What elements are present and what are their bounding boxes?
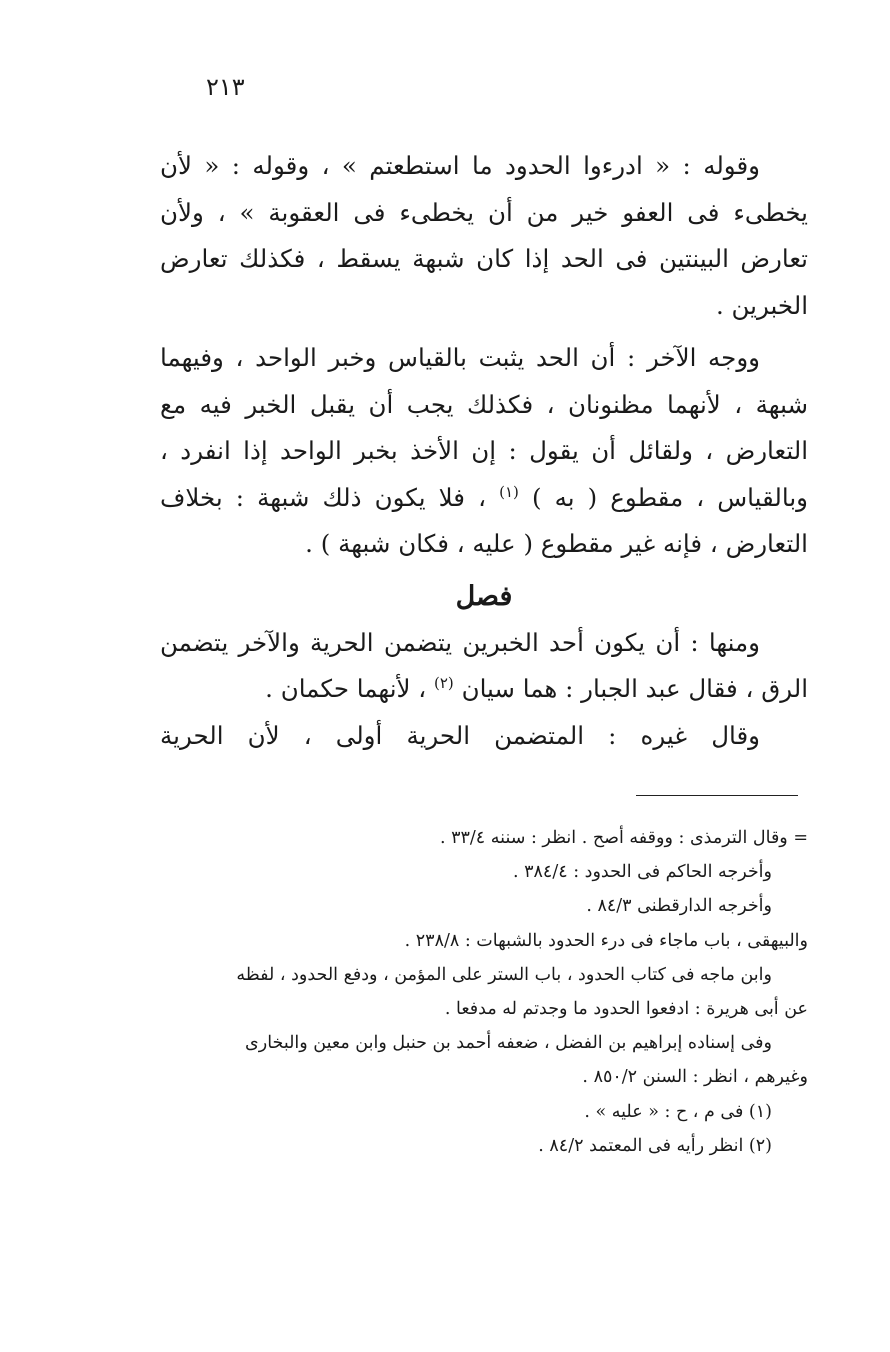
footnote-line: وأخرجه الحاكم فى الحدود : ٣٨٤/٤ . — [512, 862, 772, 883]
paragraph-freedom-slavery-tail: ، لأنهما حكمان . — [265, 674, 427, 703]
paragraph-freedom-slavery — [160, 620, 808, 713]
footnote-line: = وقال الترمذى : ووقفه أصح . انظر : سننه ٣٣/٤ . — [439, 828, 808, 848]
paragraph-freedom-priority: وقال غيره : المتضمن الحرية أولى ، لأن الحرية — [160, 720, 760, 750]
footnote-line: عن أبى هريرة : ادفعوا الحدود ما وجدتم له مدفعا . — [444, 999, 808, 1020]
footnote-separator — [636, 795, 798, 796]
footnote-line: وغيرهم ، انظر : السنن ٨٥٠/٢ . — [582, 1067, 808, 1088]
section-heading: فصل — [455, 580, 513, 612]
footnote-line: والبيهقى ، باب ماجاء فى درء الحدود بالشبهات : ٢٣٨/٨ . — [404, 930, 808, 951]
main-text — [160, 143, 808, 759]
footnote-ref-1: (١) — [499, 482, 519, 501]
footnote-line: وفى إسناده إبراهيم بن الفضل ، ضعفه أحمد بن حنبل وابن معين والبخارى — [245, 1033, 772, 1054]
footnote-line: وأخرجه الدارقطنى ٨٤/٣ . — [586, 896, 772, 917]
paragraph-freedom-slavery-text: ومنها : أن يكون أحد الخبرين يتضمن الحرية والآخر يتضمن الرق ، فقال عبد الجبار : هما سيان — [160, 627, 808, 703]
footnotes — [160, 821, 808, 1163]
paragraph-other-view-text: ووجه الآخر : أن الحد يثبت بالقياس وخبر الواحد ، وفيهما شبهة ، لأنهما مظنونان ، فكذلك يجب أن يقبل الخبر فيه مع التعارض ، ولقائل أن يقول : إن الأخذ بخبر الواحد إذا انفرد ، وبالقياس ، مقطوع ( به ) — [160, 343, 809, 512]
footnote-1: (١) فى م ، ح : « عليه » . — [584, 1101, 772, 1122]
footnote-line: وابن ماجه فى كتاب الحدود ، باب الستر على المؤمن ، ودفع الحدود ، لفظه — [236, 964, 772, 985]
paragraph-other-view — [160, 335, 808, 568]
paragraph-other-view-tail: ، فلا يكون ذلك شبهة : بخلاف التعارض ، فإنه غير مقطوع ( عليه ، فكان شبهة ) . — [160, 482, 808, 558]
footnote-2: (٢) انظر رأيه فى المعتمد ٨٤/٢ . — [538, 1135, 772, 1156]
page-number: ٢١٣ — [206, 73, 245, 101]
footnote-ref-2: (٢) — [434, 673, 454, 692]
paragraph-hadith-quotes: وقوله : « ادرءوا الحدود ما استطعتم » ، وقوله : « لأن يخطىء فى العفو خير من أن يخطىء فى العقوبة » ، ولأن تعارض البينتين فى الحد إذا كان شبهة يسقط ، فكذلك تعارض الخبرين . — [160, 151, 808, 320]
